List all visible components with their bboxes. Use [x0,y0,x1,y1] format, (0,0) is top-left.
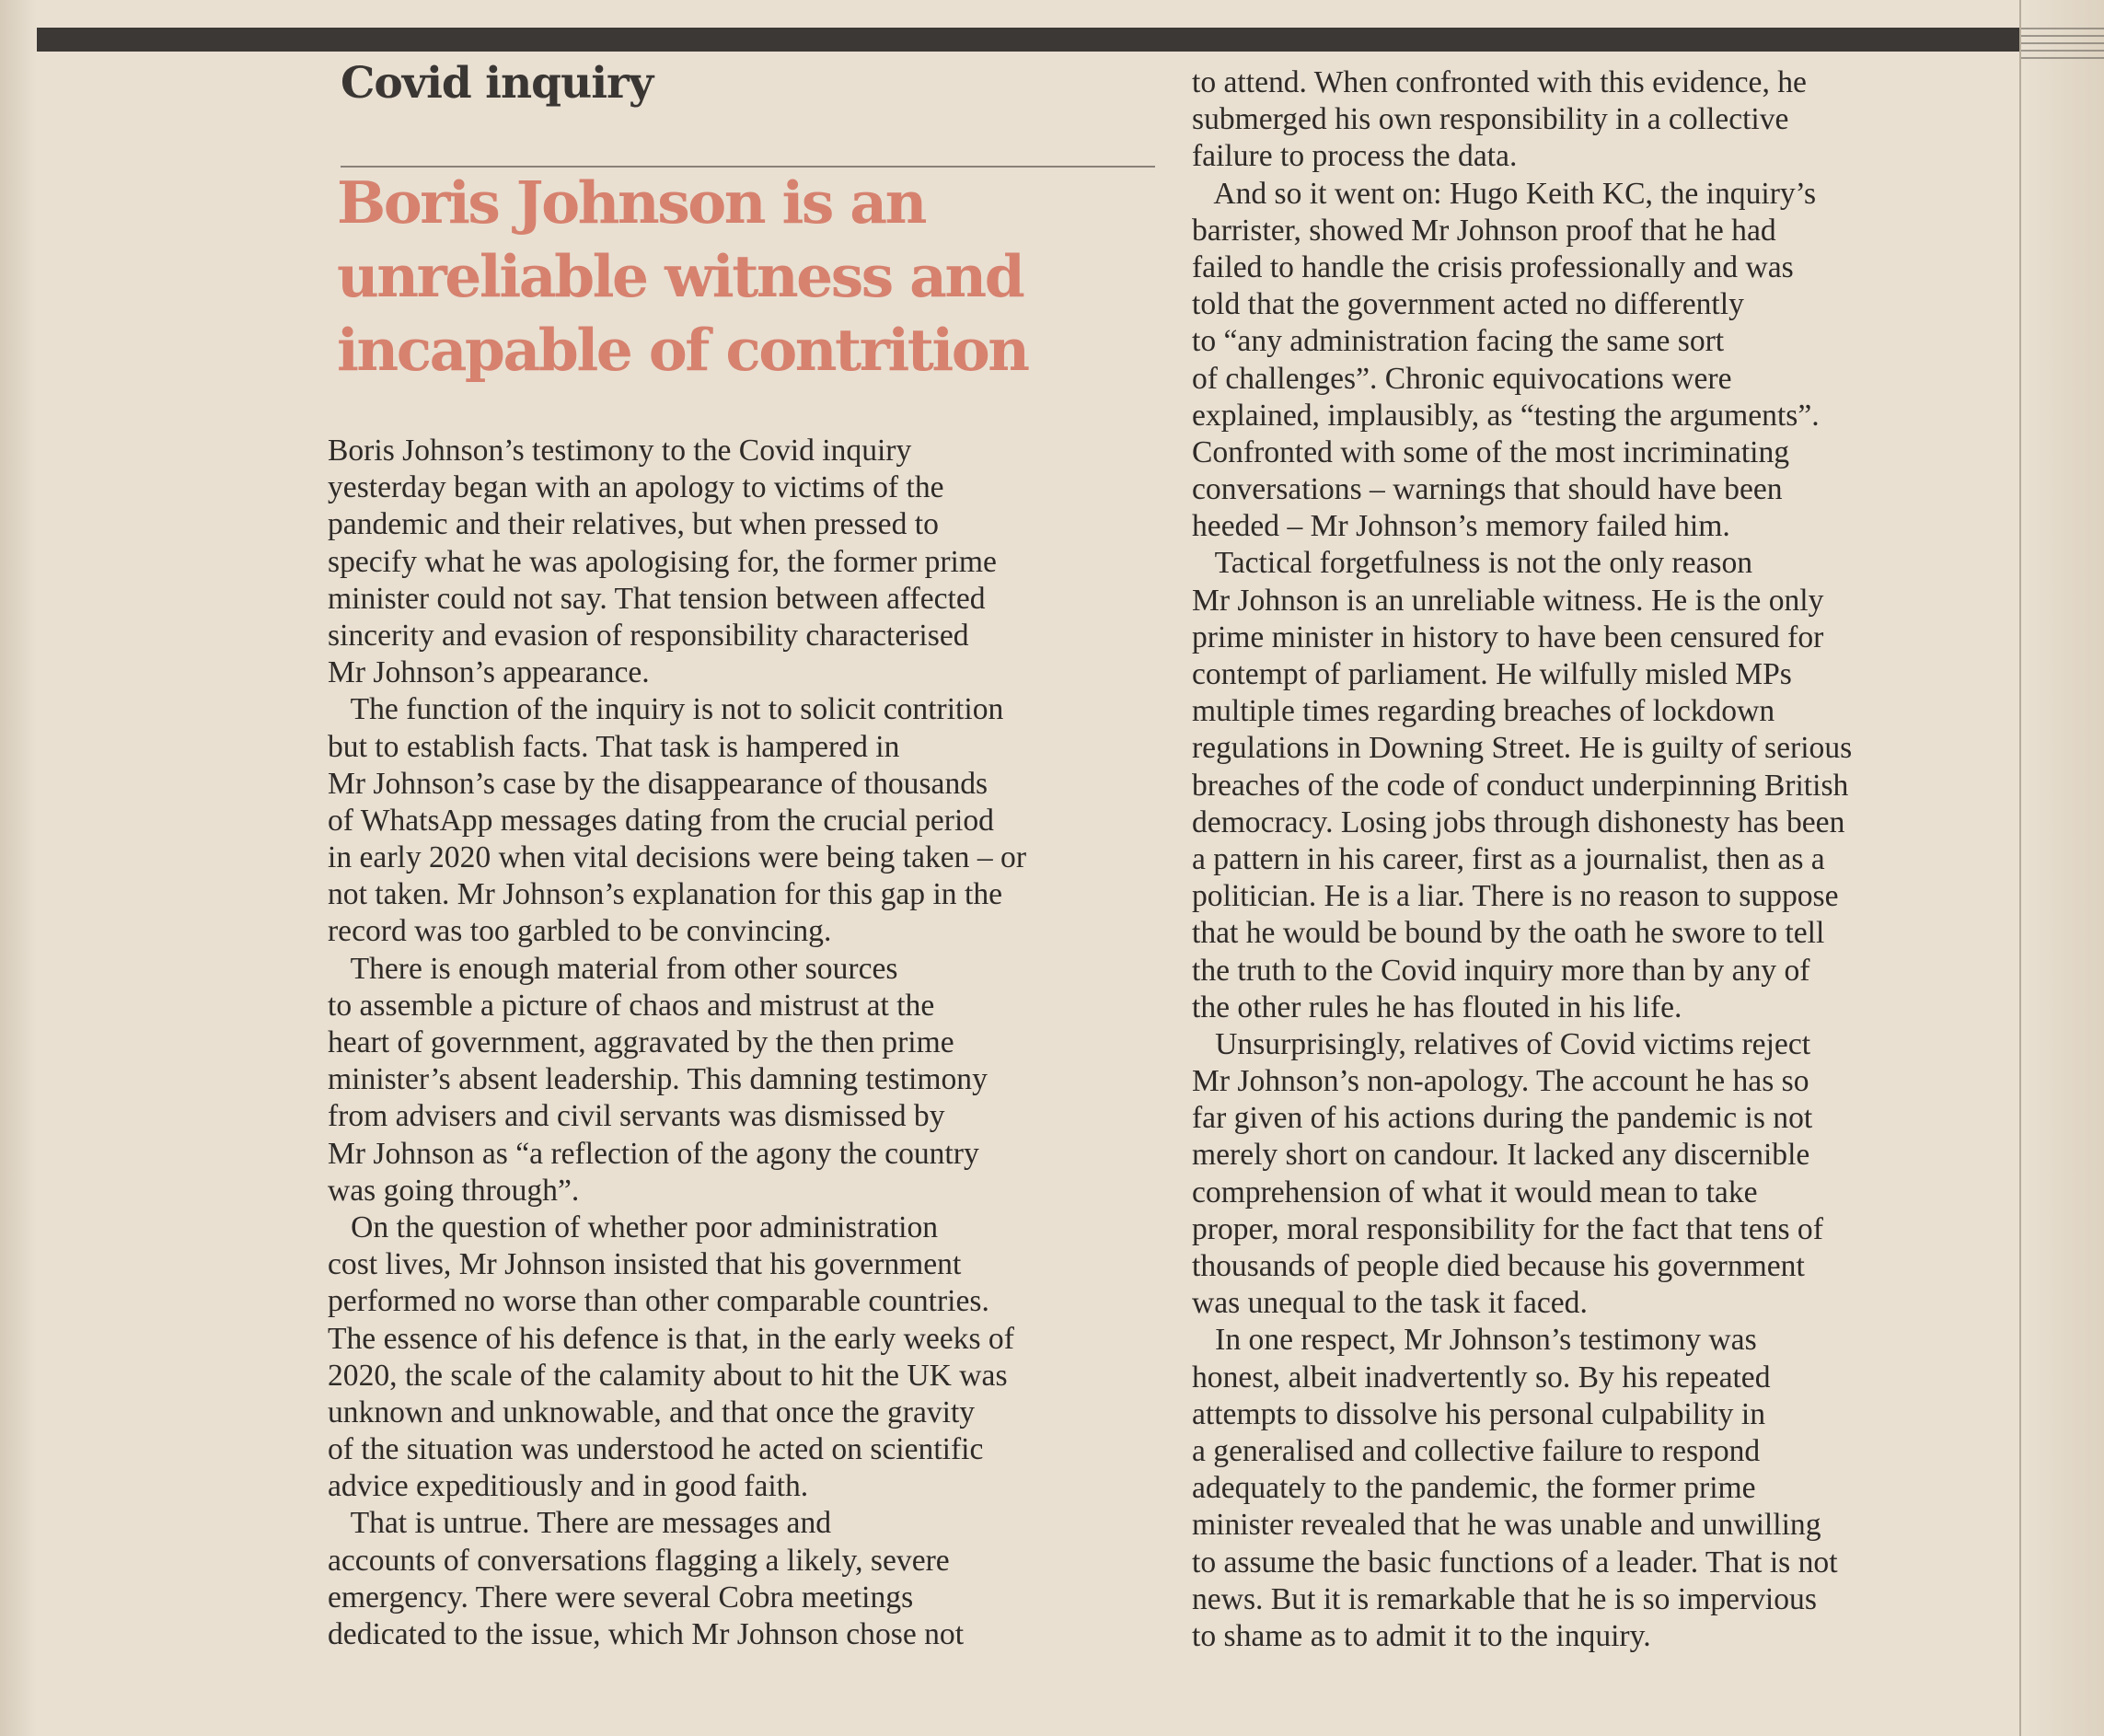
body-text-line: Mr Johnson’s non-apology. The account he has so [1192,1064,1809,1099]
top-rule [37,28,2020,52]
body-text-line: contempt of parliament. He wilfully misled MPs [1192,657,1792,691]
body-text-line: sincerity and evasion of responsibility characterised [328,618,969,653]
body-text-line: the other rules he has flouted in his life. [1192,990,1682,1024]
body-text-line: attempts to dissolve his personal culpability in [1192,1396,1765,1431]
body-text-line: minister’s absent leadership. This damning testimony [328,1062,988,1097]
body-text-line: not taken. Mr Johnson’s explanation for this gap in the [328,877,1003,912]
body-text-line: And so it went on: Hugo Keith KC, the inquiry’s [1192,176,1817,211]
body-text-line: advice expeditiously and in good faith. [328,1469,809,1504]
headline [337,166,1165,387]
body-text-line: that he would be bound by the oath he swore to tell [1192,916,1825,951]
body-text-line: to “any administration facing the same sort [1192,324,1725,359]
body-text-line: Confronted with some of the most incriminating [1192,434,1790,469]
body-text-line: honest, albeit inadvertently so. By his repeated [1192,1360,1771,1395]
body-text-line: Mr Johnson is an unreliable witness. He is the only [1192,583,1824,618]
body-text-line: to assemble a picture of chaos and mistrust at the [328,988,935,1023]
paper-edge-right [2019,0,2104,1736]
body-text-line: Boris Johnson’s testimony to the Covid inquiry [328,434,912,468]
body-text-line: yesterday began with an apology to victims of the [328,470,944,505]
body-text-line: The function of the inquiry is not to solicit contrition [328,692,1004,727]
body-text-line: was going through”. [328,1173,580,1208]
headline-line: unreliable witness and [337,242,1023,310]
body-text-line: comprehension of what it would mean to take [1192,1175,1758,1209]
left-column [328,433,1156,1653]
margin-ticks [2021,28,2104,64]
body-text-line: unknown and unknowable, and that once the gravity [328,1395,976,1429]
right-column [1192,64,1983,1655]
body-text-line: emergency. There were several Cobra meetings [328,1580,914,1614]
body-text-line: Mr Johnson’s case by the disappearance of thousands [328,766,988,801]
body-text-line: performed no worse than other comparable countries. [328,1284,989,1319]
body-text-line: The essence of his defence is that, in the early weeks of [328,1321,1014,1356]
body-text-line: democracy. Losing jobs through dishonesty has been [1192,804,1845,839]
body-text-line: adequately to the pandemic, the former prime [1192,1471,1756,1506]
body-text-line: record was too garbled to be convincing. [328,914,832,949]
body-text-line: cost lives, Mr Johnson insisted that his government [328,1247,962,1282]
body-text-line: proper, moral responsibility for the fact that tens of [1192,1211,1823,1246]
body-text-line: There is enough material from other sources [328,951,898,986]
body-text-line: prime minister in history to have been censured for [1192,619,1824,654]
body-text-line: failed to handle the crisis professionally and was [1192,249,1794,284]
paper-edge-left [0,0,37,1736]
body-text-line: Unsurprisingly, relatives of Covid victims reject [1192,1026,1811,1061]
body-text-line: was unequal to the task it faced. [1192,1286,1588,1321]
body-text-line: Mr Johnson as “a reflection of the agony the country [328,1136,979,1171]
body-text-line: minister could not say. That tension between affected [328,581,986,616]
body-text-line: from advisers and civil servants was dismissed by [328,1099,945,1134]
body-text-line: thousands of people died because his government [1192,1249,1805,1283]
body-text-line: of WhatsApp messages dating from the crucial period [328,803,994,838]
body-text-line: to shame as to admit it to the inquiry. [1192,1618,1651,1653]
body-text-line: 2020, the scale of the calamity about to hit the UK was [328,1358,1008,1393]
body-text-line: politician. He is a liar. There is no reason to suppose [1192,879,1839,914]
body-text-line: in early 2020 when vital decisions were being taken – or [328,840,1027,875]
body-text-line: far given of his actions during the pandemic is not [1192,1101,1813,1136]
body-text-line: Mr Johnson’s appearance. [328,655,650,690]
body-text-line: a generalised and collective failure to respond [1192,1433,1761,1468]
body-text-line: multiple times regarding breaches of lockdown [1192,694,1775,729]
body-text-line: heart of government, aggravated by the then prime [328,1025,954,1059]
body-text-line: failure to process the data. [1192,139,1518,174]
body-text-line: dedicated to the issue, which Mr Johnson chose not [328,1617,965,1651]
body-text-line: barrister, showed Mr Johnson proof that he had [1192,213,1776,248]
body-text-line: heeded – Mr Johnson’s memory failed him. [1192,509,1730,544]
body-text-line: a pattern in his career, first as a journalist, then as a [1192,841,1825,876]
body-text-line: submerged his own responsibility in a collective [1192,102,1789,137]
body-text-line: regulations in Downing Street. He is guilty of serious [1192,731,1853,766]
headline-line: incapable of contrition [337,316,1028,384]
body-text-line: pandemic and their relatives, but when pressed to [328,507,939,542]
body-text-line: the truth to the Covid inquiry more than by any of [1192,953,1810,988]
body-text-line: merely short on candour. It lacked any discernible [1192,1138,1810,1173]
body-text-line: In one respect, Mr Johnson’s testimony was [1192,1323,1757,1358]
body-text-line: news. But it is remarkable that he is so impervious [1192,1581,1817,1616]
body-text-line: breaches of the code of conduct underpinning British [1192,768,1849,803]
headline-line: Boris Johnson is an [337,168,925,237]
body-text-line: to attend. When confronted with this evidence, he [1192,65,1807,99]
body-text-line: told that the government acted no differently [1192,287,1744,322]
body-text-line: specify what he was apologising for, the former prime [328,544,997,579]
body-text-line: explained, implausibly, as “testing the arguments”. [1192,398,1820,433]
body-text-line: to assume the basic functions of a leader. That is not [1192,1545,1838,1580]
body-text-line: That is untrue. There are messages and [328,1506,832,1541]
section-kicker: Covid inquiry [341,58,653,109]
body-text-line: Tactical forgetfulness is not the only reason [1192,546,1753,581]
body-text-line: but to establish facts. That task is hampered in [328,729,900,764]
body-text-line: accounts of conversations flagging a likely, severe [328,1543,950,1578]
body-text-line: minister revealed that he was unable and unwilling [1192,1508,1821,1543]
body-text-line: conversations – warnings that should have been [1192,472,1783,507]
body-text-line: of the situation was understood he acted on scientific [328,1432,984,1467]
body-text-line: On the question of whether poor administration [328,1209,939,1244]
body-text-line: of challenges”. Chronic equivocations were [1192,361,1732,396]
